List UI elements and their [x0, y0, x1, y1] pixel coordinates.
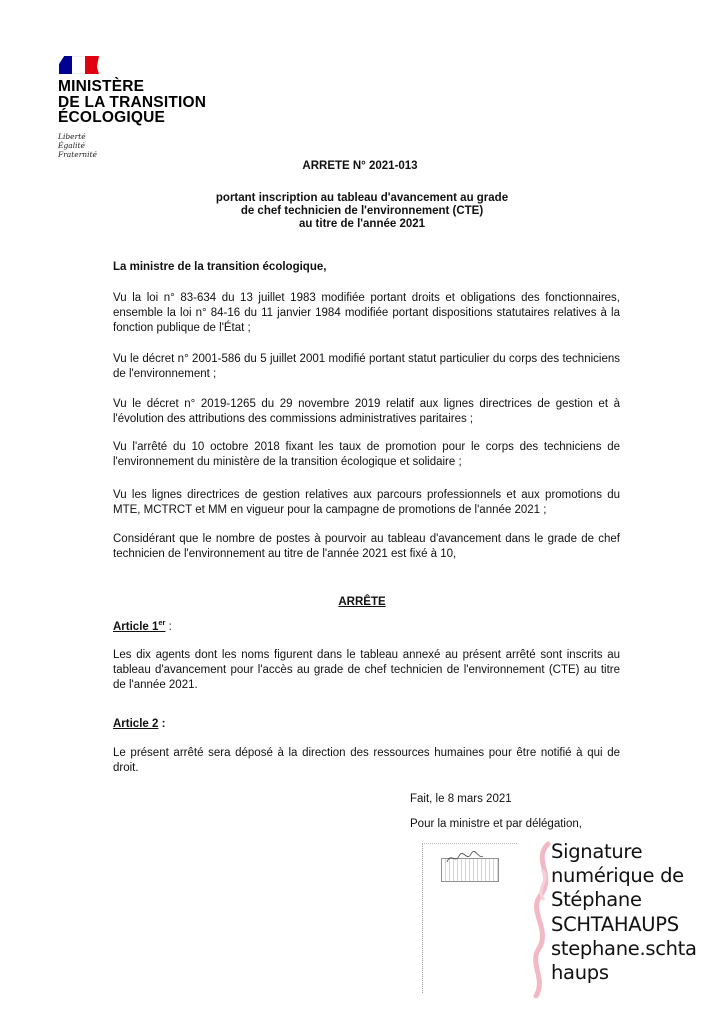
republic-motto: Liberté Égalité Fraternité — [58, 131, 97, 159]
article-1-colon: : — [165, 621, 172, 633]
signature-frame — [422, 843, 424, 993]
article-1-label: Article 1 — [113, 621, 159, 633]
article-2-label: Article 2 — [113, 718, 159, 730]
delegation-line: Pour la ministre et par délégation, — [410, 818, 582, 830]
article-2-heading — [113, 718, 165, 730]
article-2-text: Le présent arrêté sera déposé à la direction des ressources humaines pour être notifié à qui de droit. — [113, 747, 620, 774]
signature-frame-top — [422, 843, 517, 845]
arrete-subtitle: portant inscription au tableau d'avancement au grade de chef technicien de l'environnement (CTE) au titre de l'année 2021 — [215, 192, 509, 230]
consideration-1: Vu la loi n° 83-634 du 13 juillet 1983 modifiée portant droits et obligations des fonctionnaires, ensemble la loi n° 84-16 du 11 janvier 1984 modifiée portant dispositions statutaires relatives à la fonction publique de l'État ; — [113, 292, 620, 334]
article-1-text: Les dix agents dont les noms figurent dans le tableau annexé au présent arrêté sont inscrits au tableau d'avancement pour l'accès au grade de chef technicien de l'environnement (CTE) au titre de l'année 2021. — [113, 649, 620, 691]
article-1-sup: er — [158, 618, 166, 628]
article-2-colon: : — [158, 718, 166, 730]
date-line: Fait, le 8 mars 2021 — [410, 793, 512, 805]
consideration-2: Vu le décret n° 2001-586 du 5 juillet 2001 modifié portant statut particulier du corps des techniciens de l'environnement ; — [113, 353, 620, 380]
handwritten-scribble — [445, 850, 485, 866]
minister-line: La ministre de la transition écologique, — [113, 261, 327, 273]
marianne-flag-icon — [59, 56, 99, 74]
consideration-5: Vu les lignes directrices de gestion relatives aux parcours professionnels et aux promotions du MTE, MCTRCT et MM en vigueur pour la campagne de promotions de l'année 2021 ; — [113, 489, 620, 516]
article-1-heading — [113, 618, 172, 633]
consideration-3: Vu le décret n° 2019-1265 du 29 novembre 2019 relatif aux lignes directrices de gestion et à l'évolution des attributions des commissions administratives paritaires ; — [113, 398, 620, 425]
digital-signature-text: Signature numérique de Stéphane SCHTAHAUPS stephane.schta haups — [551, 840, 697, 985]
ministry-logo — [58, 56, 206, 159]
ministry-name: MINISTÈRE DE LA TRANSITION ÉCOLOGIQUE — [58, 78, 207, 126]
arrete-number: ARRETE N° 2021-013 — [302, 160, 418, 172]
consideration-6: Considérant que le nombre de postes à pourvoir au tableau d'avancement dans le grade de chef technicien de l'environnement au titre de l'année 2021 est fixé à 10, — [113, 533, 620, 560]
arrete-heading: ARRÊTE — [338, 596, 386, 608]
consideration-4: Vu l'arrêté du 10 octobre 2018 fixant les taux de promotion pour le corps des techniciens de l'environnement du ministère de la transition écologique et solidaire ; — [113, 441, 620, 468]
